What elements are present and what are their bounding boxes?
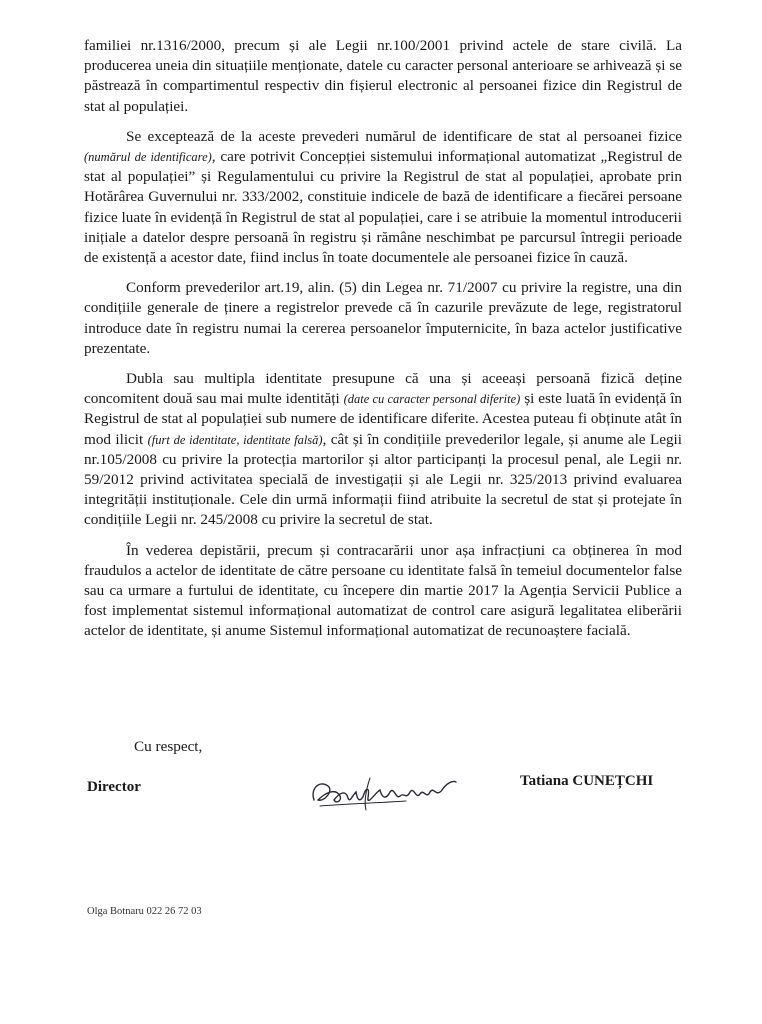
paragraph-5: În vederea depistării, precum și contracarării unor așa infracțiuni ca obținerea în mod fraudulos a actelor de identitate de către persoane cu identitate falsă în temeiul documentelor false sau ca urmare a furtului de identitate, cu începere din martie 2017 la Agenția Servicii Publice a fost implementat sistemul informațional automatizat de control care asigură legalitatea eliberării actelor de identitate, și anume Sistemul informațional automatizat de recunoaștere facială. [84, 541, 682, 640]
paragraph-2-before: Se exceptează de la aceste prevederi numărul de identificare de stat al persoanei fizice [126, 127, 682, 145]
paragraph-4-after: , cât și în condițiile prevederilor legale, și anume ale Legii nr.105/2008 cu privire la protecția martorilor și altor participanți la procesul penal, ale Legii nr. 59/2012 privind activitatea specială de investigații și ale Legii nr. 325/2013 privind evaluarea integrității instituționale. Cele din urmă informații fiind atribuite la secretul de stat și protejate în condițiile Legii nr. 245/2008 cu privire la secretul de stat. [84, 430, 682, 529]
paragraph-1: familiei nr.1316/2000, precum și ale Legii nr.100/2001 privind actele de stare civilă. La producerea uneia din situațiile menționate, datele cu caracter personal anterioare se arhivează și se păstrează în compartimentul respectiv din fișierul electronic al persoanei fizice din Registrul de stat al populației. [84, 37, 682, 115]
paragraph-2-note: (numărul de identificare) [84, 150, 212, 165]
paragraph-4-middle: și este luată în evidență în Registrul de stat al populației sub numere de identificare diferite. Acestea puteau fi obținute atât în mod ilicit [84, 390, 683, 448]
footer-contact: Olga Botnaru 022 26 72 03 [87, 906, 202, 917]
paragraph-2-after: , care potrivit Concepției sistemului informațional automatizat „Registrul de stat al populației” și Regulamentului cu privire la Registrul de stat al populației, aprobate prin Hotărârea Guvernului nr. 333/2002, constituie indicele de bază de identificare a fiecărei persoane fizice luate în evidență în Registrul de stat al populației, care i se atribuie la momentul introducerii inițiale a datelor despre persoană în registru și rămâne neschimbat pe parcursul întregii perioade de existență a acestor date, fiind inclus în toate documentele ale persoanei fizice în cauză. [84, 148, 683, 267]
paragraph-4 [84, 369, 682, 531]
paragraph-2 [84, 127, 682, 268]
closing-salutation: Cu respect, [134, 738, 203, 755]
paragraph-4-note: (date cu caracter personal diferite) [343, 392, 521, 407]
director-label: Director [87, 779, 141, 795]
signatory-name: Tatiana CUNEȚCHI [520, 773, 654, 789]
handwritten-signature [306, 770, 466, 816]
paragraph-4-before: Dubla sau multipla identitate presupune că una și aceeași persoană fizică deține concomitent două sau mai multe identități [84, 370, 682, 408]
paragraph-4-note-2: (furt de identitate, identitate falsă) [147, 432, 323, 447]
paragraph-3: Conform prevederilor art.19, alin. (5) din Legea nr. 71/2007 cu privire la registre, una din condițiile generale de ținere a registrelor prevede că în cazurile prevăzute de lege, registratorul introduce date în registru numai la cererea persoanelor împuternicite, în baza actelor justificative prezentate. [84, 279, 682, 357]
letter-body [84, 36, 682, 652]
